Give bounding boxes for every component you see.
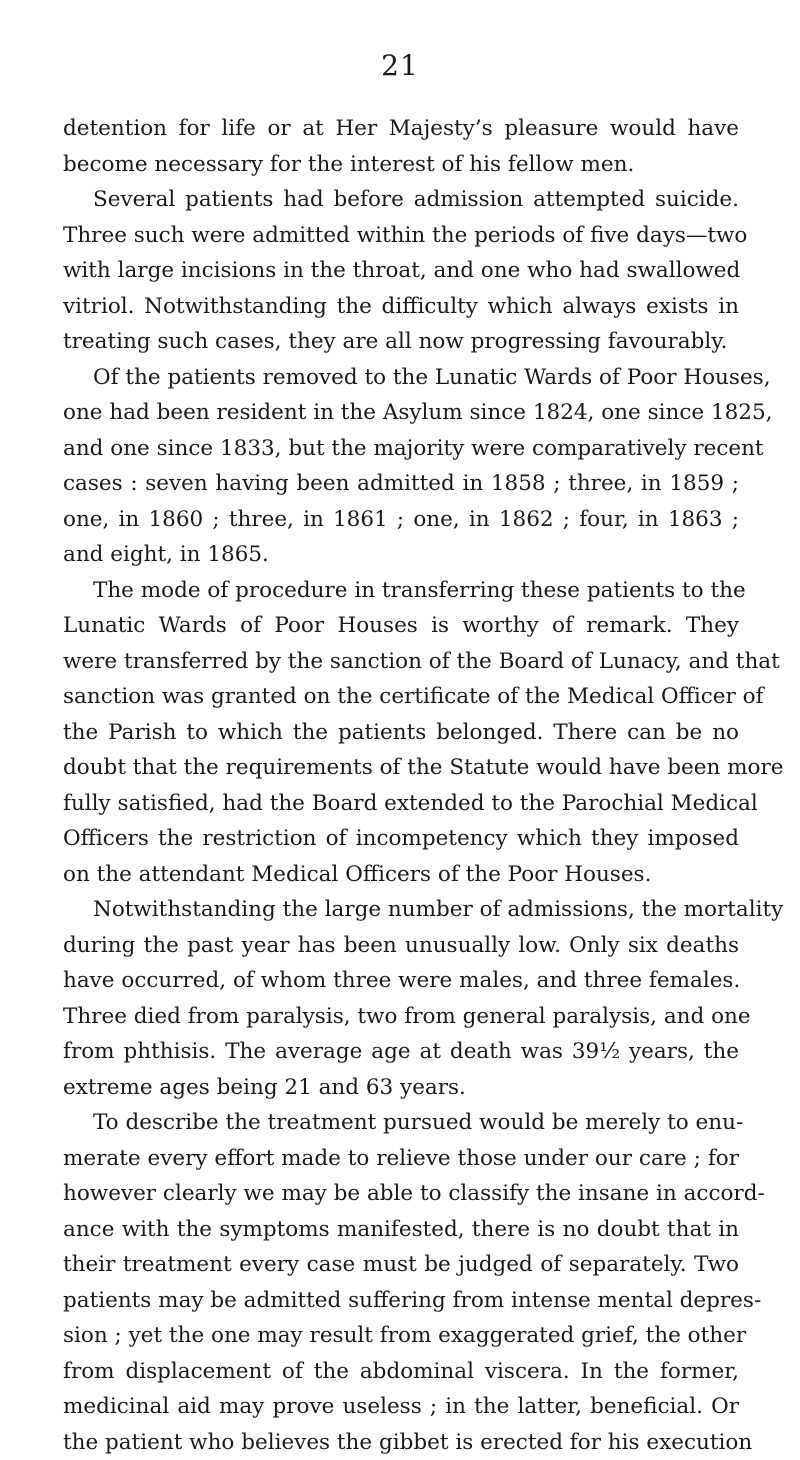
text-line: were transferred by the sanction of the Board of Lunacy, and that bbox=[63, 644, 739, 680]
text-line: during the past year has been unusually low. Only six deaths bbox=[63, 928, 739, 964]
text-line: sanction was granted on the certificate of the Medical Officer of bbox=[63, 679, 739, 715]
text-line: from displacement of the abdominal viscera. In the former, bbox=[63, 1354, 739, 1390]
text-line: sion ; yet the one may result from exaggerated grief, the other bbox=[63, 1318, 739, 1354]
text-line: merate every effort made to relieve those under our care ; for bbox=[63, 1141, 739, 1177]
text-line: on the attendant Medical Officers of the Poor Houses. bbox=[63, 857, 739, 893]
paragraph-start-line: To describe the treatment pursued would be merely to enu- bbox=[63, 1105, 739, 1141]
text-line: extreme ages being 21 and 63 years. bbox=[63, 1070, 739, 1106]
text-line: have occurred, of whom three were males, and three females. bbox=[63, 963, 739, 999]
text-line: one had been resident in the Asylum since 1824, one since 1825, bbox=[63, 395, 739, 431]
text-line: the Parish to which the patients belonged. There can be no bbox=[63, 715, 739, 751]
text-line: and one since 1833, but the majority were comparatively recent bbox=[63, 431, 739, 467]
paragraph-start-line: Several patients had before admission attempted suicide. bbox=[63, 182, 739, 218]
text-line: patients may be admitted suffering from intense mental depres- bbox=[63, 1283, 739, 1319]
text-line: medicinal aid may prove useless ; in the latter, beneficial. Or bbox=[63, 1389, 739, 1425]
text-line: however clearly we may be able to classify the insane in accord- bbox=[63, 1176, 739, 1212]
text-line: Three died from paralysis, two from general paralysis, and one bbox=[63, 999, 739, 1035]
text-line: vitriol. Notwithstanding the difficulty which always exists in bbox=[63, 289, 739, 325]
text-line: Lunatic Wards of Poor Houses is worthy of remark. They bbox=[63, 608, 739, 644]
text-line: and eight, in 1865. bbox=[63, 537, 739, 573]
paragraph-start-line: The mode of procedure in transferring these patients to the bbox=[63, 573, 739, 609]
paragraph-start-line: Of the patients removed to the Lunatic Wards of Poor Houses, bbox=[63, 360, 739, 396]
text-line: one, in 1860 ; three, in 1861 ; one, in 1862 ; four, in 1863 ; bbox=[63, 502, 739, 538]
text-line: their treatment every case must be judged of separately. Two bbox=[63, 1247, 739, 1283]
page-number: 21 bbox=[0, 50, 800, 82]
text-line: Three such were admitted within the periods of five days—two bbox=[63, 218, 739, 254]
text-line: doubt that the requirements of the Statute would have been more bbox=[63, 750, 739, 786]
text-line: from phthisis. The average age at death was 39½ years, the bbox=[63, 1034, 739, 1070]
text-line: the patient who believes the gibbet is erected for his execution bbox=[63, 1425, 739, 1460]
text-line: fully satisfied, had the Board extended to the Parochial Medical bbox=[63, 786, 739, 822]
text-line: detention for life or at Her Majesty’s pleasure would have bbox=[63, 111, 739, 147]
text-line: ance with the symptoms manifested, there is no doubt that in bbox=[63, 1212, 739, 1248]
paragraph-start-line: Notwithstanding the large number of admissions, the mortality bbox=[63, 892, 739, 928]
body-text bbox=[63, 111, 739, 1460]
text-line: cases : seven having been admitted in 1858 ; three, in 1859 ; bbox=[63, 466, 739, 502]
text-line: treating such cases, they are all now progressing favourably. bbox=[63, 324, 739, 360]
text-line: Officers the restriction of incompetency which they imposed bbox=[63, 821, 739, 857]
text-line: with large incisions in the throat, and one who had swallowed bbox=[63, 253, 739, 289]
text-line: become necessary for the interest of his fellow men. bbox=[63, 147, 739, 183]
